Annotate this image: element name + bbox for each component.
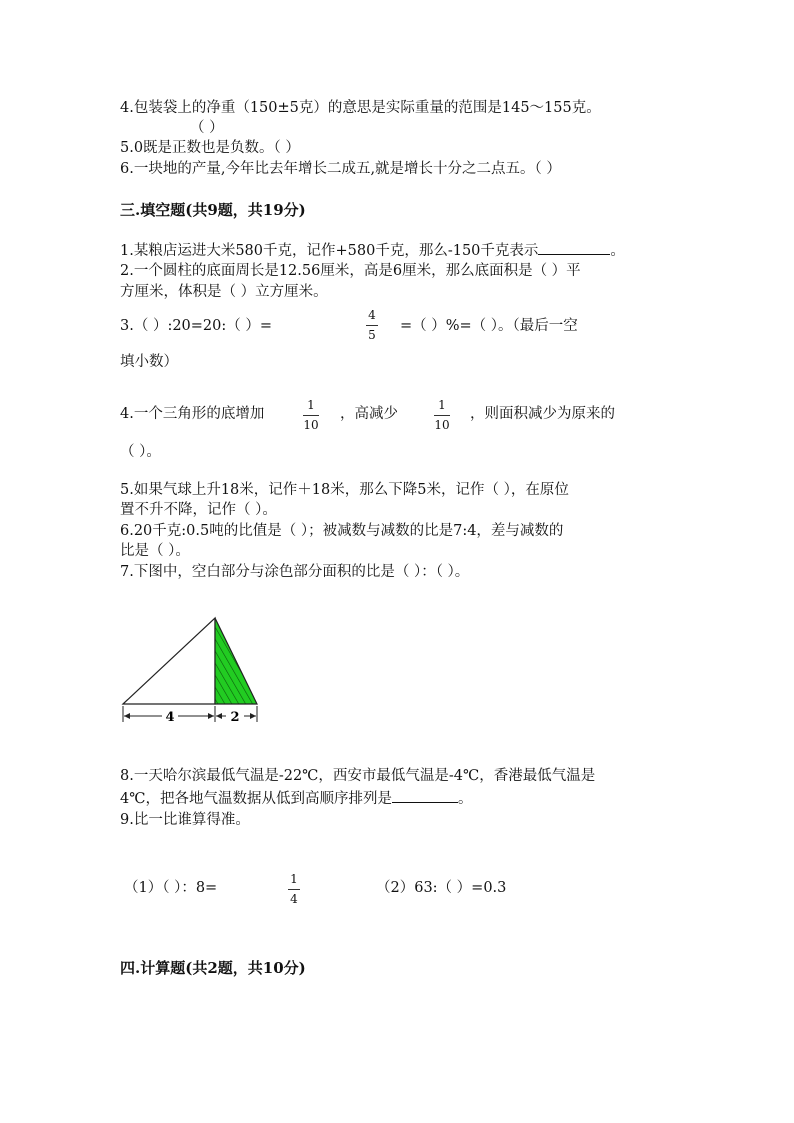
fill-question-8-line-1: 8.一天哈尔滨最低气温是-22℃，西安市最低气温是-4℃，香港最低气温是 — [120, 768, 596, 784]
question-4-answer-bracket: （ ） — [190, 120, 224, 136]
fraction-denominator: 4 — [290, 892, 298, 906]
fill-question-5-line-1: 5.如果气球上升18米，记作＋18米，那么下降5米，记作（ ），在原位 — [120, 482, 569, 498]
question-6: 6.一块地的产量,今年比去年增长二成五,就是增长十分之二点五。（ ） — [120, 161, 561, 177]
fill-question-2-line-1: 2.一个圆柱的底面周长是12.56厘米，高是6厘米，那么底面积是（ ）平 — [120, 263, 581, 279]
fraction-numerator: 4 — [368, 308, 376, 322]
dimension-label-left: 4 — [165, 710, 175, 725]
fill-question-4-line-2: （ ）。 — [120, 444, 161, 460]
fill-question-7: 7.下图中，空白部分与涂色部分面积的比是（ ）：（ ）。 — [120, 564, 470, 580]
fraction-denominator: 10 — [303, 418, 319, 432]
fill-question-6-line-2: 比是（ ）。 — [120, 543, 190, 559]
fill-question-5-line-2: 置不升不降，记作（ ）。 — [120, 502, 277, 518]
fraction-four-fifths — [366, 308, 378, 343]
fill-question-1 — [120, 240, 625, 261]
fraction-one-tenth — [434, 398, 450, 433]
shaded-triangle-part — [215, 618, 257, 704]
fill-question-9-sub-1: （1）（ ）：8= — [124, 880, 218, 896]
arrow-head — [216, 713, 222, 719]
fraction-one-tenth — [303, 398, 319, 433]
fraction-denominator: 10 — [434, 418, 450, 432]
fill-question-8-text: 4℃，把各地气温数据从低到高顺序排列是 — [120, 791, 392, 807]
fill-question-3-line-2: 填小数） — [120, 354, 178, 370]
section-4-heading: 四.计算题(共2题，共10分) — [120, 959, 306, 977]
question-4-line-1: 4.包装袋上的净重（150±5克）的意思是实际重量的范围是145～155克。 — [120, 100, 601, 116]
dimension-label-right: 2 — [230, 710, 240, 725]
fill-question-8-end: 。 — [457, 791, 473, 807]
fill-question-1-end: 。 — [610, 243, 625, 259]
fraction-denominator: 5 — [368, 328, 376, 342]
arrow-head — [250, 713, 256, 719]
arrow-head — [208, 713, 214, 719]
fraction-numerator: 1 — [290, 872, 298, 886]
question-5: 5.0既是正数也是负数。（ ） — [120, 140, 300, 156]
fill-question-3-part-2: =（ ）%=（ ）。（最后一空 — [400, 318, 578, 334]
fill-question-6-line-1: 6.20千克:0.5吨的比值是（ ）；被减数与减数的比是7:4，差与减数的 — [120, 523, 564, 539]
answer-blank — [392, 788, 458, 803]
arrow-head — [124, 713, 130, 719]
fill-question-8-line-2 — [120, 788, 472, 809]
answer-blank — [538, 240, 610, 255]
fill-question-9-sub-2: （2）63:（ ）=0.3 — [376, 880, 507, 896]
fraction-numerator: 1 — [438, 398, 446, 412]
fill-question-1-text: 1.某粮店运进大米580千克，记作+580千克，那么-150千克表示 — [120, 243, 539, 259]
section-3-heading: 三.填空题(共9题，共19分) — [120, 201, 306, 219]
fill-question-4-part-2: ，高减少 — [340, 406, 398, 422]
fraction-one-quarter — [288, 872, 300, 907]
white-triangle-part — [123, 618, 215, 704]
fraction-numerator: 1 — [307, 398, 315, 412]
fill-question-4-part-3: ，则面积减少为原来的 — [470, 406, 615, 422]
fill-question-2-line-2: 方厘米，体积是（ ）立方厘米。 — [120, 284, 328, 300]
triangle-figure — [116, 612, 268, 728]
fill-question-4-part-1: 4.一个三角形的底增加 — [120, 406, 265, 422]
fill-question-3-part-1: 3.（ ）:20=20:（ ）= — [120, 318, 273, 334]
fill-question-9: 9.比一比谁算得准。 — [120, 812, 250, 828]
